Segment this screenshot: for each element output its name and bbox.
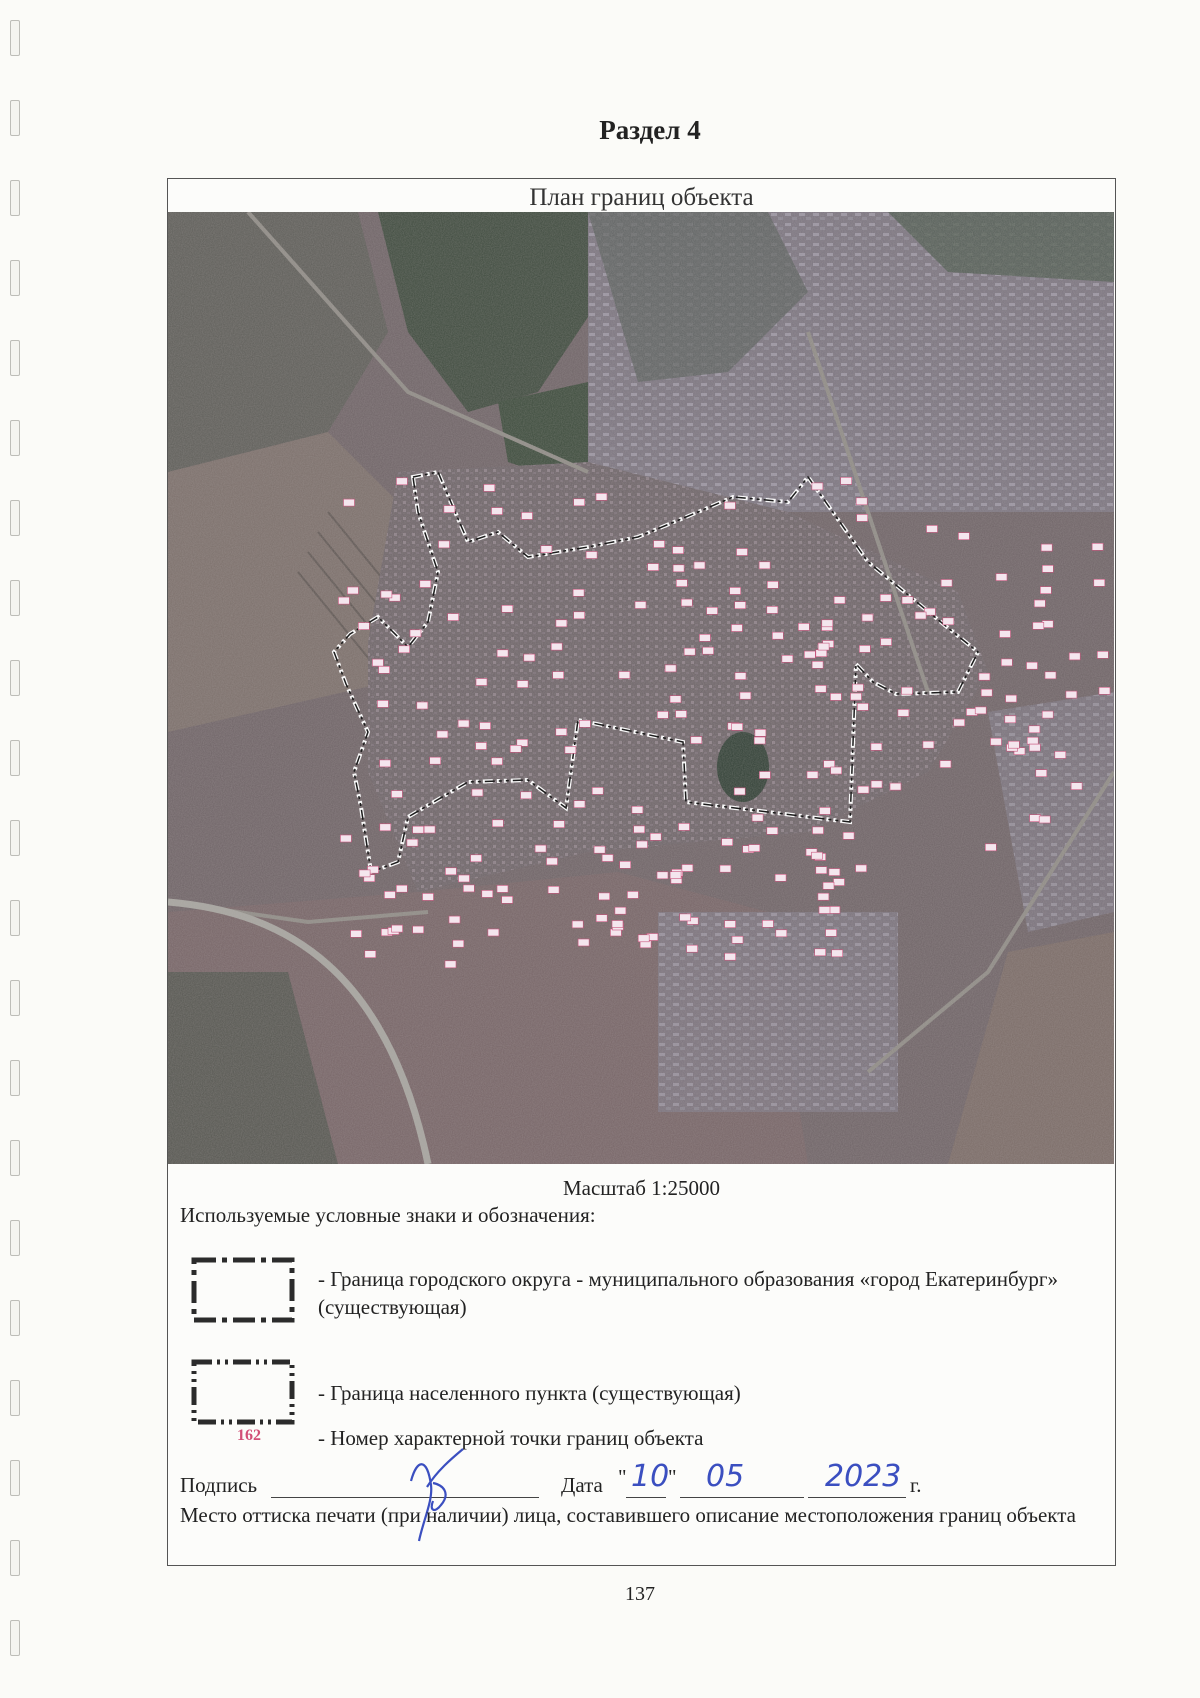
boundary-point-marker [476, 743, 487, 750]
boundary-point-marker [991, 738, 1002, 745]
binding-holes [0, 0, 40, 1698]
boundary-point-marker [615, 907, 626, 914]
boundary-point-marker [1071, 783, 1082, 790]
seal-note: Место оттиска печати (при наличии) лица, составившего описание местоположения границ объекта [180, 1503, 1076, 1527]
boundary-point-marker [1006, 695, 1017, 702]
boundary-point-marker [612, 921, 623, 928]
month-underline [680, 1497, 804, 1498]
boundary-point-marker [940, 761, 951, 768]
boundary-point-marker [812, 483, 823, 490]
boundary-point-marker [396, 885, 407, 892]
boundary-point-marker [735, 602, 746, 609]
boundary-point-marker [423, 893, 434, 900]
boundary-point-marker [344, 499, 355, 506]
boundary-point-marker [359, 870, 370, 877]
boundary-point-marker [732, 936, 743, 943]
boundary-point-marker [492, 758, 503, 765]
boundary-point-marker [1039, 816, 1050, 823]
boundary-point-marker [574, 801, 585, 808]
boundary-point-marker [831, 767, 842, 774]
boundary-point-marker [816, 867, 827, 874]
date-open-quote: " [618, 1465, 627, 1489]
boundary-point-marker [775, 874, 786, 881]
boundary-point-marker [437, 731, 448, 738]
boundary-point-marker [958, 533, 969, 540]
boundary-point-marker [556, 620, 567, 627]
handwritten-signature [393, 1441, 483, 1551]
boundary-point-marker [815, 949, 826, 956]
boundary-point-marker [1000, 631, 1011, 638]
boundary-point-marker [524, 654, 535, 661]
plan-title: План границ объекта [529, 184, 754, 211]
boundary-point-marker [829, 869, 840, 876]
boundary-point-marker [1005, 716, 1016, 723]
boundary-point-marker [413, 826, 424, 833]
boundary-point-marker [535, 845, 546, 852]
city-district-boundary-symbol [188, 1254, 298, 1326]
boundary-point-marker [502, 605, 513, 612]
boundary-point-marker [857, 514, 868, 521]
boundary-point-marker [923, 741, 934, 748]
boundary-point-marker [1029, 744, 1040, 751]
satellite-map [168, 212, 1114, 1164]
boundary-point-marker [548, 886, 559, 893]
boundary-point-marker [554, 821, 565, 828]
boundary-point-marker [824, 761, 835, 768]
boundary-point-marker [1036, 770, 1047, 777]
boundary-point-marker [687, 945, 698, 952]
boundary-point-marker [445, 961, 456, 968]
boundary-point-marker [396, 478, 407, 485]
boundary-point-marker [915, 612, 926, 619]
boundary-point-marker [340, 835, 351, 842]
boundary-point-marker [871, 781, 882, 788]
boundary-point-marker [681, 599, 692, 606]
legend-item-point-number: - Номер характерной точки границ объекта [318, 1426, 704, 1450]
boundary-point-marker [737, 549, 748, 556]
boundary-point-marker [822, 620, 833, 627]
boundary-point-marker [448, 614, 459, 621]
boundary-point-marker [798, 623, 809, 630]
boundary-point-marker [596, 493, 607, 500]
boundary-point-marker [596, 915, 607, 922]
settlement-boundary-symbol [188, 1356, 298, 1428]
boundary-point-marker [730, 587, 741, 594]
boundary-point-marker [619, 672, 630, 679]
boundary-point-marker [762, 920, 773, 927]
boundary-point-marker [856, 865, 867, 872]
boundary-point-marker [724, 502, 735, 509]
boundary-point-marker [725, 921, 736, 928]
boundary-point-marker [578, 939, 589, 946]
boundary-point-marker [852, 684, 863, 691]
boundary-point-marker [826, 929, 837, 936]
boundary-point-marker [754, 737, 765, 744]
boundary-point-marker [880, 594, 891, 601]
boundary-point-marker [819, 907, 830, 914]
boundary-point-marker [829, 906, 840, 913]
boundary-point-marker [484, 484, 495, 491]
boundary-point-marker [547, 858, 558, 865]
legend-item-city-boundary: - Граница городского округа - муниципального образования «город Екатеринбург» (существующая) [318, 1267, 1059, 1319]
boundary-point-marker [635, 602, 646, 609]
boundary-point-marker [881, 638, 892, 645]
boundary-point-marker [1094, 579, 1105, 586]
boundary-point-marker [680, 914, 691, 921]
plan-frame [167, 178, 1116, 1566]
boundary-point-marker [673, 547, 684, 554]
boundary-point-marker [981, 689, 992, 696]
boundary-point-marker [637, 841, 648, 848]
year-underline [808, 1497, 906, 1498]
boundary-point-marker [365, 951, 376, 958]
boundary-point-marker [444, 506, 455, 513]
boundary-point-marker [862, 614, 873, 621]
date-month: 05 [706, 1459, 745, 1494]
boundary-point-marker [407, 839, 418, 846]
boundary-point-marker [510, 745, 521, 752]
boundary-point-marker [732, 723, 743, 730]
boundary-point-marker [517, 681, 528, 688]
boundary-point-marker [472, 789, 483, 796]
boundary-point-marker [815, 685, 826, 692]
boundary-point-marker [720, 865, 731, 872]
boundary-point-marker [424, 826, 435, 833]
boundary-point-marker [776, 930, 787, 937]
boundary-point-marker [749, 845, 760, 852]
boundary-point-marker [676, 580, 687, 587]
boundary-point-marker [338, 597, 349, 604]
boundary-point-marker [634, 826, 645, 833]
signature-label: Подпись [180, 1473, 258, 1497]
boundary-point-marker [1029, 726, 1040, 733]
section-title: Раздел 4 [599, 115, 701, 145]
boundary-point-marker [902, 597, 913, 604]
boundary-point-marker [358, 623, 369, 630]
boundary-point-marker [898, 709, 909, 716]
page-number: 137 [625, 1583, 655, 1605]
boundary-point-marker [599, 893, 610, 900]
boundary-point-marker [841, 477, 852, 484]
boundary-point-marker [699, 634, 710, 641]
boundary-point-marker [954, 719, 965, 726]
boundary-point-marker [551, 643, 562, 650]
boundary-point-marker [851, 693, 862, 700]
boundary-point-marker [812, 661, 823, 668]
boundary-point-marker [941, 580, 952, 587]
boundary-point-marker [502, 896, 513, 903]
boundary-point-marker [594, 846, 605, 853]
boundary-point-marker [592, 787, 603, 794]
boundary-point-marker [830, 693, 841, 700]
boundary-point-marker [813, 827, 824, 834]
boundary-point-marker [650, 833, 661, 840]
boundary-point-marker [759, 772, 770, 779]
boundary-point-marker [445, 868, 456, 875]
boundary-point-marker [1040, 587, 1051, 594]
boundary-point-marker [871, 743, 882, 750]
boundary-point-marker [351, 930, 362, 937]
boundary-point-marker [379, 666, 390, 673]
boundary-point-marker [816, 650, 827, 657]
boundary-point-marker [556, 728, 567, 735]
boundary-point-marker [463, 885, 474, 892]
boundary-point-marker [735, 673, 746, 680]
boundary-point-marker [391, 791, 402, 798]
boundary-point-marker [985, 844, 996, 851]
boundary-point-marker [767, 827, 778, 834]
boundary-point-marker [722, 839, 733, 846]
boundary-point-marker [572, 921, 583, 928]
boundary-point-marker [573, 589, 584, 596]
boundary-point-marker [392, 925, 403, 932]
boundary-point-marker [648, 564, 659, 571]
boundary-point-marker [856, 498, 867, 505]
boundary-point-marker [480, 722, 491, 729]
boundary-point-marker [943, 618, 954, 625]
boundary-point-marker [725, 953, 736, 960]
boundary-point-marker [565, 746, 576, 753]
boundary-point-marker [927, 525, 938, 532]
boundary-point-marker [439, 541, 450, 548]
boundary-point-marker [482, 890, 493, 897]
boundary-point-marker [834, 597, 845, 604]
boundary-point-marker [654, 541, 665, 548]
point-number-sample: 162 [237, 1427, 261, 1444]
boundary-point-marker [1055, 751, 1066, 758]
boundary-point-marker [1099, 687, 1110, 694]
date-year: 2023 [825, 1459, 902, 1494]
boundary-point-marker [492, 508, 503, 515]
boundary-point-marker [670, 696, 681, 703]
boundary-point-marker [417, 702, 428, 709]
boundary-point-marker [665, 665, 676, 672]
boundary-point-marker [413, 926, 424, 933]
boundary-point-marker [347, 587, 358, 594]
boundary-point-marker [707, 607, 718, 614]
boundary-point-marker [430, 757, 441, 764]
boundary-point-marker [890, 783, 901, 790]
boundary-point-marker [975, 707, 986, 714]
boundary-point-marker [767, 606, 778, 613]
boundary-point-marker [676, 711, 687, 718]
boundary-point-marker [632, 806, 643, 813]
boundary-point-marker [834, 879, 845, 886]
boundary-point-marker [1045, 672, 1056, 679]
boundary-point-marker [682, 865, 693, 872]
boundary-point-marker [381, 591, 392, 598]
boundary-point-marker [620, 861, 631, 868]
boundary-point-marker [859, 645, 870, 652]
boundary-point-marker [657, 872, 668, 879]
boundary-point-marker [767, 581, 778, 588]
boundary-point-marker [1027, 737, 1038, 744]
boundary-point-marker [522, 512, 533, 519]
boundary-point-marker [471, 855, 482, 862]
boundary-point-marker [679, 823, 690, 830]
boundary-point-marker [449, 916, 460, 923]
boundary-point-marker [497, 885, 508, 892]
boundary-point-marker [372, 659, 383, 666]
boundary-point-marker [384, 891, 395, 898]
boundary-point-marker [579, 720, 590, 727]
boundary-point-marker [1042, 565, 1053, 572]
boundary-point-marker [497, 650, 508, 657]
boundary-point-marker [492, 820, 503, 827]
boundary-point-marker [691, 737, 702, 744]
boundary-point-marker [782, 655, 793, 662]
boundary-point-marker [410, 630, 421, 637]
boundary-point-marker [752, 814, 763, 821]
boundary-point-marker [812, 852, 823, 859]
boundary-point-marker [819, 807, 830, 814]
boundary-point-marker [902, 687, 913, 694]
boundary-point-marker [857, 703, 868, 710]
map-scale: Масштаб 1:25000 [562, 1176, 720, 1200]
boundary-point-marker [399, 646, 410, 653]
boundary-point-marker [638, 935, 649, 942]
legend-item-settlement-boundary: - Граница населенного пункта (существующая) [318, 1381, 741, 1405]
boundary-point-marker [832, 950, 843, 957]
boundary-point-marker [759, 562, 770, 569]
boundary-point-marker [521, 792, 532, 799]
boundary-point-marker [670, 872, 681, 879]
date-close-quote: " [668, 1465, 677, 1489]
boundary-point-marker [488, 929, 499, 936]
boundary-point-marker [453, 940, 464, 947]
boundary-point-marker [1041, 544, 1052, 551]
boundary-point-marker [731, 625, 742, 632]
boundary-point-marker [673, 565, 684, 572]
boundary-point-marker [1008, 741, 1019, 748]
boundary-point-marker [772, 632, 783, 639]
boundary-point-marker [823, 882, 834, 889]
boundary-point-marker [804, 651, 815, 658]
boundary-point-marker [1092, 543, 1103, 550]
boundary-point-marker [458, 720, 469, 727]
boundary-point-marker [657, 711, 668, 718]
boundary-point-marker [740, 692, 751, 699]
boundary-point-marker [818, 893, 829, 900]
boundary-point-marker [459, 875, 470, 882]
boundary-point-marker [380, 824, 391, 831]
boundary-point-marker [996, 574, 1007, 581]
boundary-point-marker [1001, 659, 1012, 666]
boundary-point-marker [574, 612, 585, 619]
boundary-point-marker [1042, 711, 1053, 718]
boundary-point-marker [1066, 691, 1077, 698]
boundary-point-marker [979, 673, 990, 680]
date-day: 10 [631, 1459, 670, 1494]
boundary-point-marker [602, 855, 613, 862]
boundary-point-marker [586, 552, 597, 559]
boundary-point-marker [818, 643, 829, 650]
year-suffix: г. [910, 1473, 922, 1497]
boundary-point-marker [420, 581, 431, 588]
boundary-point-marker [1033, 622, 1044, 629]
boundary-point-marker [380, 760, 391, 767]
boundary-point-marker [574, 499, 585, 506]
boundary-point-marker [541, 546, 552, 553]
boundary-point-marker [755, 729, 766, 736]
date-label: Дата [561, 1473, 603, 1497]
boundary-point-marker [734, 788, 745, 795]
boundary-point-marker [553, 672, 564, 679]
day-underline [626, 1497, 666, 1498]
boundary-point-marker [1034, 600, 1045, 607]
boundary-point-marker [1027, 662, 1038, 669]
boundary-point-marker [627, 891, 638, 898]
boundary-point-marker [807, 771, 818, 778]
boundary-point-marker [377, 700, 388, 707]
boundary-point-marker [703, 647, 714, 654]
boundary-point-marker [1097, 651, 1108, 658]
boundary-point-marker [858, 786, 869, 793]
boundary-point-marker [1069, 653, 1080, 660]
boundary-point-marker [684, 648, 695, 655]
boundary-point-marker [694, 562, 705, 569]
legend-heading: Используемые условные знаки и обозначения: [180, 1203, 596, 1227]
boundary-point-marker [843, 832, 854, 839]
boundary-point-marker [476, 679, 487, 686]
